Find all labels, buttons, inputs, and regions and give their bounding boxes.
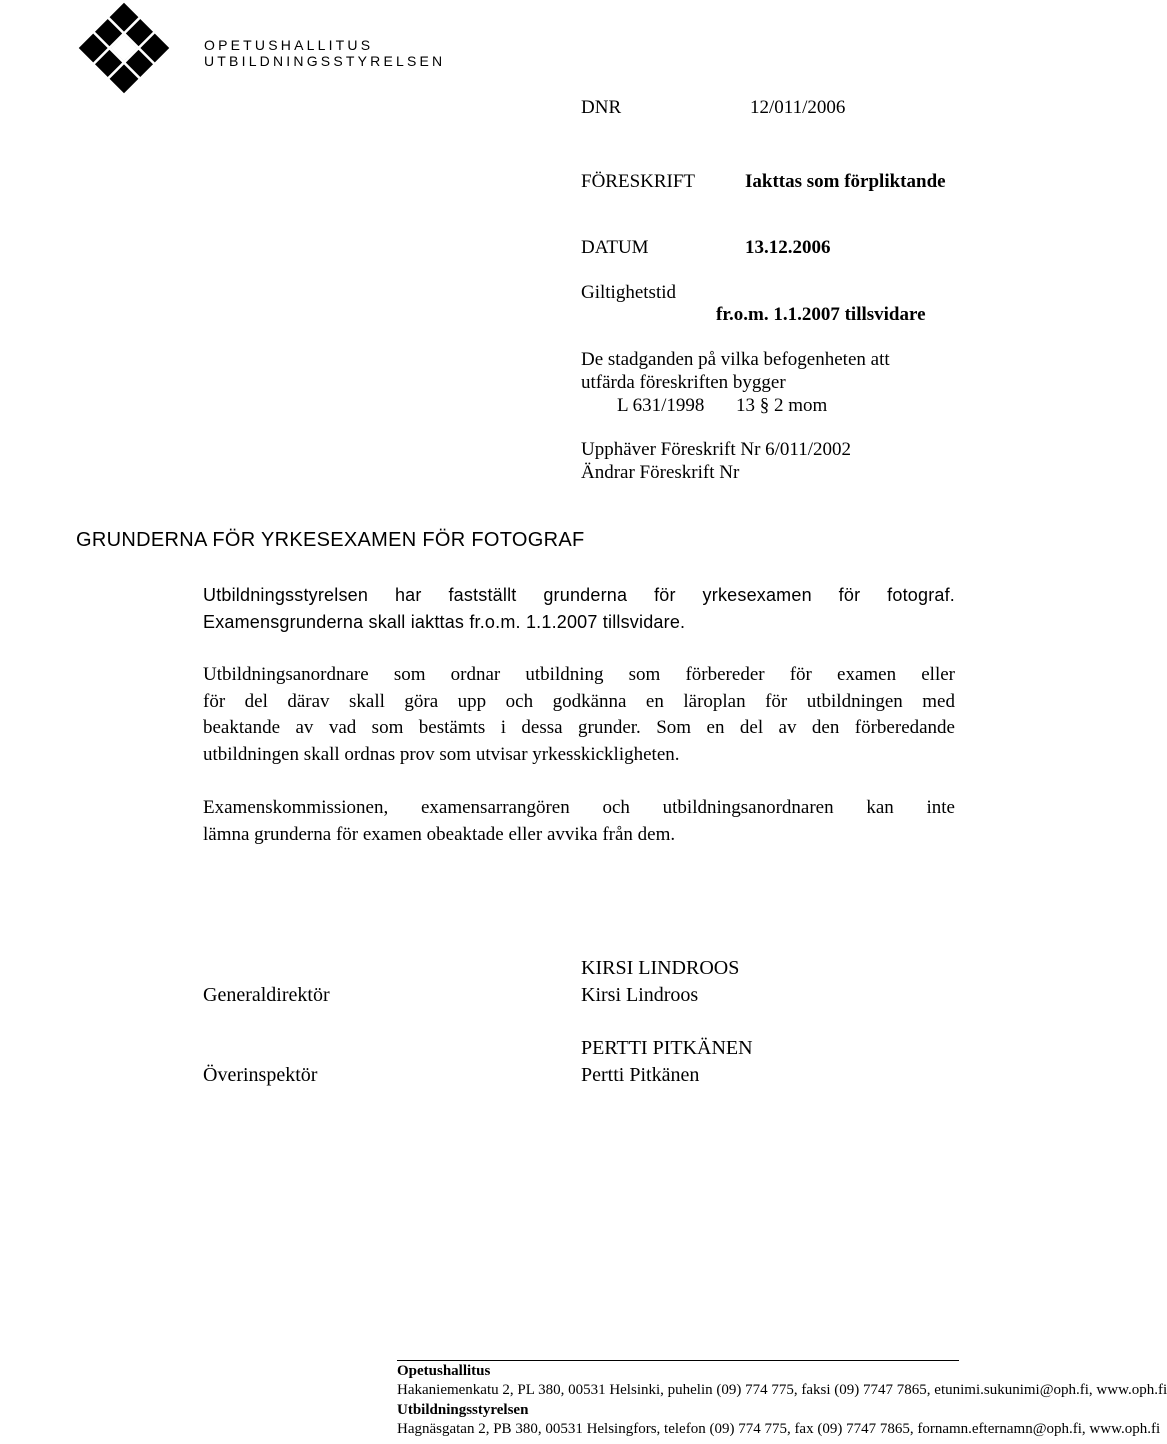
dnr-label: DNR (581, 97, 622, 118)
paragraph-line: Examensgrunderna skall iakttas fr.o.m. 1.1.2007 tillsvidare. (203, 611, 686, 632)
signatory-name-2: Pertti Pitkänen (581, 1064, 700, 1086)
repeals-line: Upphäver Föreskrift Nr 6/011/2002 (581, 439, 851, 460)
org-name-finnish: OPETUSHALLITUS (204, 37, 374, 53)
authority-line-1: De stadganden på vilka befogenheten att (581, 349, 890, 370)
date-label: DATUM (581, 237, 649, 258)
paragraph-line: utbildningen skall ordnas prov som utvisar yrkesskickligheten. (203, 743, 680, 765)
document-title: GRUNDERNA FÖR YRKESEXAMEN FÖR FOTOGRAF (76, 529, 585, 551)
authority-section: 13 § 2 mom (736, 395, 828, 416)
paragraph-2 (203, 662, 955, 768)
footer-address-swedish: Hagnäsgatan 2, PB 380, 00531 Helsingfors, telefon (09) 774 775, fax (09) 7747 7865, fornamn.efternamn@oph.fi, www.oph.fi (397, 1421, 1161, 1437)
signatory-role-2: Överinspektör (203, 1064, 318, 1086)
paragraph-line: beaktande av vad som bestämts i dessa grunder. Som en del av den förberedande (203, 717, 955, 738)
paragraph-1 (203, 582, 955, 635)
paragraph-3 (203, 795, 955, 848)
dnr-value: 12/011/2006 (750, 97, 846, 118)
diamond-grid-logo-icon (76, 0, 172, 96)
footer-address-finnish: Hakaniemenkatu 2, PL 380, 00531 Helsinki, puhelin (09) 774 775, faksi (09) 7747 7865, etunimi.sukunimi@oph.fi, www.oph.fi (397, 1382, 1167, 1398)
footer-org-swedish: Utbildningsstyrelsen (397, 1402, 529, 1418)
paragraph-line: Utbildningsstyrelsen har fastställt grunderna för yrkesexamen för fotograf. (203, 585, 955, 605)
footer-divider (397, 1360, 959, 1361)
authority-line-2: utfärda föreskriften bygger (581, 372, 786, 393)
signatory-name-caps-1: KIRSI LINDROOS (581, 957, 740, 979)
signatory-name-caps-2: PERTTI PITKÄNEN (581, 1037, 753, 1059)
org-name-swedish: UTBILDNINGSSTYRELSEN (204, 53, 446, 69)
paragraph-line: Examenskommissionen, examensarrangören och utbildningsanordnaren kan inte (203, 797, 955, 818)
paragraph-line: lämna grunderna för examen obeaktade eller avvika från dem. (203, 823, 676, 845)
footer-org-finnish: Opetushallitus (397, 1363, 491, 1379)
amends-line: Ändrar Föreskrift Nr (581, 462, 740, 483)
document-type-value: Iakttas som förpliktande (745, 171, 946, 192)
signatory-name-1: Kirsi Lindroos (581, 984, 699, 1006)
validity-value: fr.o.m. 1.1.2007 tillsvidare (716, 304, 926, 325)
paragraph-line: Utbildningsanordnare som ordnar utbildning som förbereder för examen eller (203, 664, 955, 685)
date-value: 13.12.2006 (745, 237, 831, 258)
paragraph-line: för del därav skall göra upp och godkänna en läroplan för utbildningen med (203, 690, 955, 712)
authority-law: L 631/1998 (617, 395, 705, 416)
signatory-role-1: Generaldirektör (203, 984, 330, 1006)
document-type-label: FÖRESKRIFT (581, 171, 696, 192)
validity-label: Giltighetstid (581, 282, 676, 303)
